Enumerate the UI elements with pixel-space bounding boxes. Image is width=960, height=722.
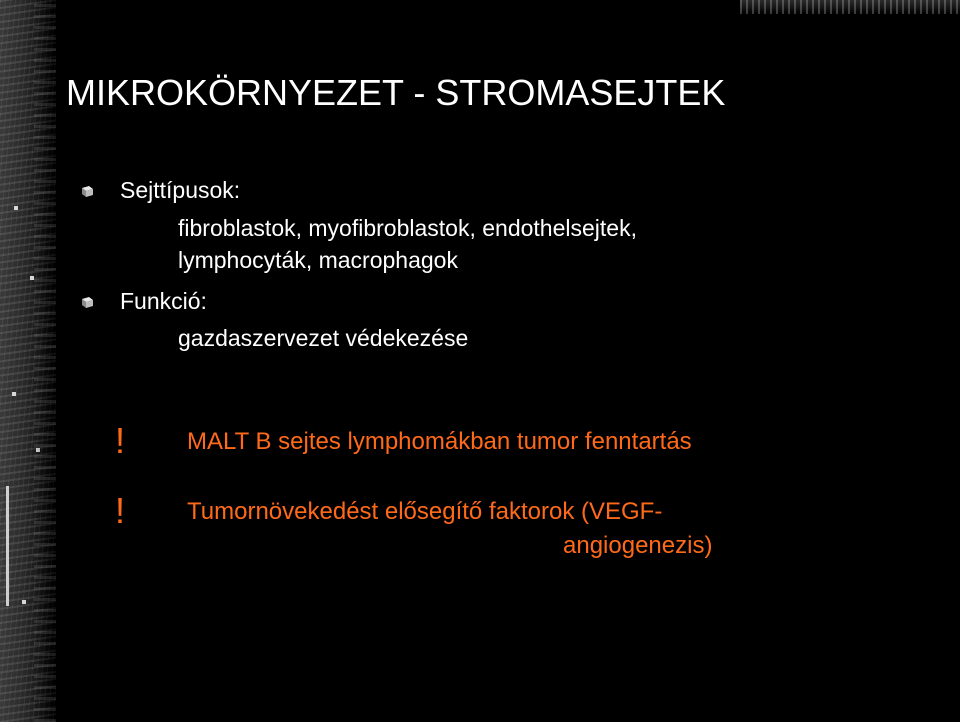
- bullet-detail: gazdaszervezet védekezése: [178, 325, 469, 351]
- bullet-detail: lymphocyták, macrophagok: [178, 247, 458, 273]
- decorative-speck: [22, 600, 26, 604]
- cube-bullet-icon: [80, 184, 94, 198]
- bullet-item: [80, 177, 240, 204]
- highlight-text: Tumornövekedést elősegítő faktorok (VEGF-: [187, 498, 663, 525]
- bullet-detail: fibroblastok, myofibroblastok, endothelsejtek,: [178, 215, 637, 241]
- decorative-texture-left: [0, 0, 56, 722]
- highlight-item: [115, 490, 662, 532]
- bullet-item: [80, 288, 207, 315]
- decorative-speck: [12, 392, 16, 396]
- decorative-speck: [14, 206, 18, 210]
- slide-title: MIKROKÖRNYEZET - STROMASEJTEK: [66, 72, 726, 113]
- bullet-label: Sejttípusok:: [120, 177, 241, 203]
- bullet-label: Funkció:: [120, 288, 207, 314]
- exclamation-icon: !: [115, 490, 126, 531]
- highlight-text: MALT B sejtes lymphomákban tumor fenntartás: [187, 428, 692, 455]
- exclamation-icon: !: [115, 420, 126, 461]
- highlight-item: [115, 420, 692, 462]
- cube-bullet-icon: [80, 295, 94, 309]
- decorative-bar: [6, 486, 9, 606]
- highlight-continuation: angiogenezis): [563, 532, 713, 559]
- decorative-texture-top: [740, 0, 960, 14]
- decorative-speck: [36, 448, 40, 452]
- decorative-speck: [30, 276, 34, 280]
